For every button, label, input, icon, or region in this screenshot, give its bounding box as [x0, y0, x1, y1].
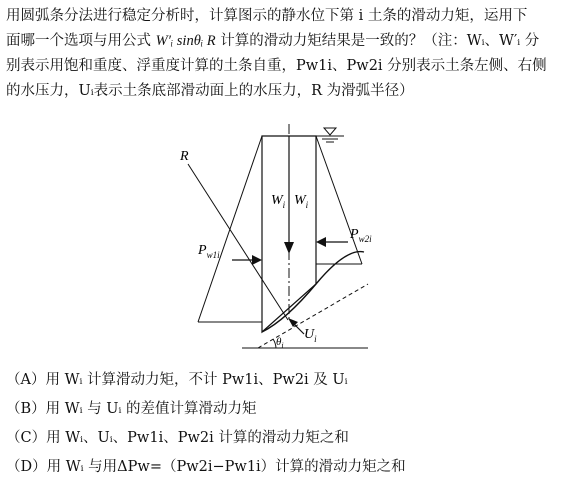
label-pw1: $P_{w1i}$	[198, 243, 220, 260]
question-line-2	[6, 29, 578, 54]
label-pw1-sub: w1i	[206, 250, 220, 260]
label-pw2-sub: w2i	[358, 234, 372, 244]
option-d[interactable]	[6, 453, 406, 482]
label-wi-prime: $W_i$	[294, 193, 309, 210]
question-line-2c: Wᵢ、W′ᵢ 分	[466, 33, 540, 49]
option-text: 用 Wᵢ 与用ΔPw=（Pw2i−Pw1i）计算的滑动力矩之和	[46, 459, 406, 475]
question-text	[6, 4, 578, 104]
option-letter: （A）	[6, 372, 46, 388]
pw1-arrowhead	[252, 255, 262, 265]
option-text: 用 Wᵢ 与 Uᵢ 的差值计算滑动力矩	[45, 401, 257, 417]
pw2-arrowhead	[316, 237, 326, 247]
label-pw2: $P_{w2i}$	[350, 227, 372, 244]
question-line-3: 别表示用饱和重度、浮重度计算的土条自重，Pw1i、Pw2i 分别表示土条左侧、右侧	[6, 58, 547, 74]
water-level-symbol	[316, 128, 344, 142]
slice-diagram	[168, 124, 383, 356]
label-wi: $W_i$	[271, 193, 286, 210]
label-theta-sub: i	[281, 341, 284, 350]
question-line-1: 用圆弧条分法进行稳定分析时，计算图示的静水位下第 i 土条的滑动力矩，运用下	[6, 8, 528, 24]
option-b[interactable]	[6, 395, 406, 424]
question-line-4: 的水压力，Uᵢ表示土条底部滑动面上的水压力，R 为滑弧半径）	[6, 83, 414, 99]
option-letter: （C）	[6, 430, 47, 446]
weight-arrowhead	[284, 242, 294, 254]
option-letter: （B）	[6, 401, 46, 417]
radius-line	[188, 164, 288, 320]
options-list	[6, 366, 406, 482]
option-text: 用 Wᵢ 计算滑动力矩，不计 Pw1i、Pw2i 及 Uᵢ	[45, 372, 348, 388]
question-line-2b: 计算的滑动力矩结果是一致的？（注：	[215, 33, 467, 49]
label-u-sub: i	[314, 334, 317, 344]
option-c[interactable]	[6, 424, 406, 453]
label-wi-prime-sub: i	[305, 200, 309, 210]
option-text: 用 Wᵢ、Uᵢ、Pw1i、Pw2i 计算的滑动力矩之和	[46, 430, 349, 446]
formula: W′ᵢ sinθᵢ R	[155, 33, 216, 49]
label-wi-sub: i	[282, 200, 286, 210]
label-theta: $\theta_i$	[276, 336, 284, 350]
question-line-2a: 面哪一个选项与用公式	[6, 33, 156, 49]
option-letter: （D）	[6, 459, 47, 475]
label-r: R	[180, 149, 189, 164]
label-u: $U_i$	[304, 327, 317, 344]
option-a[interactable]	[6, 366, 406, 395]
